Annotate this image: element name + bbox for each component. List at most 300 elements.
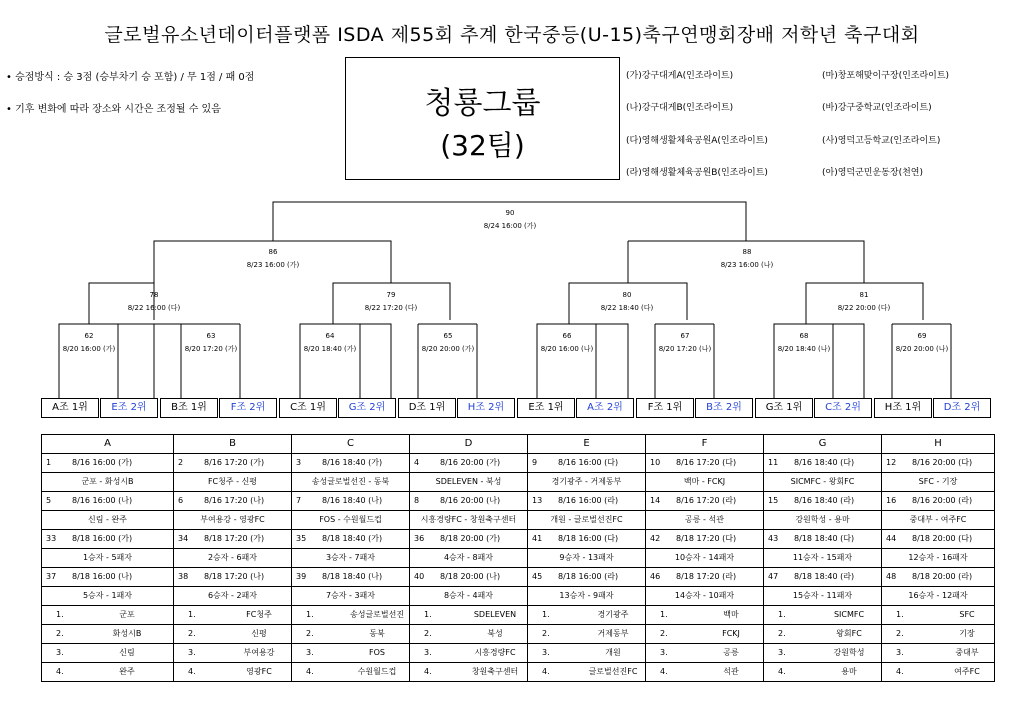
rank-number: 3. [542,648,550,657]
group-header [764,435,882,454]
match-cell [646,530,764,549]
match-cell [646,568,764,587]
rank-number: 2. [424,629,432,638]
match-teams: 신림 - 완주 [88,515,127,524]
rank-cell [646,625,764,644]
match-teams: 7승자 - 3패자 [325,591,376,600]
bracket-r16 [405,330,491,356]
rank-number: 1. [660,610,668,619]
rank-team: 영광FC [246,667,272,676]
bracket-slot: D조 1위 [398,398,456,418]
bracket-slot: H조 1위 [874,398,932,418]
venue-item: (사)영덕고등학교(인조라이트) [822,136,941,146]
rank-team: 북성 [487,629,503,638]
match-teams: 중대부 - 여주FC [909,515,967,524]
match-cell [174,568,292,587]
match-teams-cell [174,473,292,492]
venue-item: (마)창포해맞이구장(인조라이트) [822,71,950,81]
match-time: 8/16 17:20 (가) [204,458,265,467]
rank-team: 부여용강 [243,648,275,657]
match-number: 81 [859,291,869,299]
rank-team: 군포 [119,610,135,619]
match-teams: 3승자 - 7패자 [325,553,376,562]
match-time: 8/16 17:20 (다) [676,458,737,467]
rank-cell [42,644,174,663]
match-time: 8/22 16:00 (다) [127,304,181,312]
match-time: 8/16 16:00 (가) [72,458,133,467]
match-teams: 9승자 - 13패자 [559,553,614,562]
match-teams-cell [174,511,292,530]
match-time: 8/16 18:40 (나) [322,496,383,505]
match-cell [764,568,882,587]
rank-team: 개원 [605,648,621,657]
match-cell [528,568,646,587]
match-number: 14 [650,496,661,505]
match-number: 67 [680,332,690,340]
venue-item: (바)강구중학교(인조라이트) [822,103,932,113]
match-cell [528,530,646,549]
match-teams: 13승자 - 9패자 [559,591,614,600]
bracket-r16 [879,330,965,356]
bracket-slot: D조 2위 [933,398,991,418]
rank-cell [410,606,528,625]
match-teams: 부여용강 - 영광FC [200,515,265,524]
match-number: 46 [650,572,661,581]
match-teams-cell [292,511,410,530]
bracket-semi [213,246,333,272]
match-teams: 강원학성 - 용마 [795,515,850,524]
match-teams: 15승자 - 11패자 [792,591,853,600]
rank-team: 기장 [959,629,975,638]
match-number: 12 [886,458,897,467]
bracket-slot: G조 2위 [338,398,396,418]
rank-cell [528,663,646,682]
match-time: 8/18 16:00 (다) [558,534,619,543]
match-number: 68 [799,332,809,340]
rank-number: 2. [778,629,786,638]
match-number: 42 [650,534,661,543]
match-time: 8/18 17:20 (다) [676,534,737,543]
match-number: 8 [414,496,420,505]
match-number: 88 [742,248,752,256]
rank-number: 1. [424,610,432,619]
rank-number: 1. [188,610,196,619]
match-teams: 백마 - FCKJ [683,477,726,486]
match-time: 8/18 18:40 (가) [322,534,383,543]
rank-cell [42,663,174,682]
match-time: 8/20 17:20 (가) [184,345,238,353]
match-time: 8/18 18:40 (다) [794,534,855,543]
match-time: 8/20 20:00 (가) [421,345,475,353]
match-teams: 경기광주 - 거제동부 [551,477,622,486]
match-teams-cell [174,549,292,568]
rank-team: 여주FC [954,667,980,676]
match-teams-cell [410,511,528,530]
rank-team: 화성시B [112,629,142,638]
group-label: A [104,438,111,449]
match-time: 8/18 20:00 (라) [912,572,973,581]
match-number: 90 [505,209,515,217]
group-header [42,435,174,454]
group-header [292,435,410,454]
rank-cell [42,606,174,625]
match-number: 78 [149,291,159,299]
match-time: 8/16 20:00 (나) [440,496,501,505]
match-teams: 12승자 - 16패자 [908,553,968,562]
match-time: 8/18 16:00 (나) [72,572,133,581]
rank-number: 4. [424,667,432,676]
group-header [528,435,646,454]
match-number: 62 [84,332,94,340]
rank-cell [528,606,646,625]
group-label: D [464,438,473,449]
match-time: 8/18 17:20 (나) [204,572,265,581]
rank-cell [646,644,764,663]
rank-number: 4. [56,667,64,676]
match-number: 36 [414,534,425,543]
match-time: 8/20 20:00 (나) [895,345,949,353]
match-time: 8/20 18:40 (가) [303,345,357,353]
match-number: 48 [886,572,897,581]
match-teams: 16승자 - 12패자 [908,591,968,600]
rank-number: 1. [306,610,314,619]
rank-cell [764,644,882,663]
rank-cell [410,644,528,663]
rank-number: 4. [306,667,314,676]
match-time: 8/16 16:00 (다) [558,458,619,467]
match-cell [42,492,174,511]
match-time: 8/18 16:00 (가) [72,534,133,543]
rank-number: 3. [306,648,314,657]
match-number: 1 [46,458,52,467]
rank-team: 백마 [723,610,739,619]
match-cell [292,454,410,473]
rank-team: 공릉 [723,648,739,657]
match-number: 5 [46,496,52,505]
rank-cell [410,663,528,682]
match-teams-cell [646,549,764,568]
rank-team: 신림 [119,648,135,657]
rank-team: SFC [959,610,975,619]
rank-number: 2. [542,629,550,638]
match-number: 33 [46,534,57,543]
match-number: 65 [443,332,453,340]
rank-number: 3. [424,648,432,657]
match-number: 38 [178,572,189,581]
rank-number: 3. [778,648,786,657]
rank-number: 4. [896,667,904,676]
match-time: 8/16 20:00 (가) [440,458,501,467]
match-time: 8/16 17:20 (라) [676,496,737,505]
match-teams: SDELEVEN - 북성 [435,477,502,486]
bracket-slot: E조 2위 [100,398,158,418]
match-time: 8/22 20:00 (다) [837,304,891,312]
match-teams-cell [292,549,410,568]
match-time: 8/16 16:00 (나) [72,496,133,505]
rank-cell [410,625,528,644]
group-label: F [701,438,708,449]
match-number: 10 [650,458,661,467]
bracket-slot: C조 2위 [814,398,872,418]
match-time: 8/20 18:40 (나) [777,345,831,353]
rank-team: 송성글로벌선진 [350,610,405,619]
rank-team: 왕회FC [836,629,862,638]
match-cell [174,492,292,511]
bracket-quarter [567,289,687,315]
group-header [882,435,995,454]
venue-item: (가)강구대게A(인조라이트) [626,71,734,81]
group-label: B [229,438,236,449]
bracket-slot: G조 1위 [755,398,813,418]
match-time: 8/18 18:40 (라) [794,572,855,581]
bracket-r16 [524,330,610,356]
match-cell [42,568,174,587]
match-time: 8/24 16:00 (가) [483,222,537,230]
rank-team: SICMFC [833,610,865,619]
rank-number: 2. [56,629,64,638]
match-time: 8/18 20:00 (다) [912,534,973,543]
rank-number: 4. [188,667,196,676]
rank-number: 1. [542,610,550,619]
group-name: 청룡그룹 [424,86,541,121]
match-cell [646,454,764,473]
rank-number: 4. [660,667,668,676]
group-label: C [347,438,354,449]
match-teams-cell [764,473,882,492]
match-number: 39 [296,572,307,581]
rank-team: 거제동부 [597,629,629,638]
match-teams-cell [410,587,528,606]
bracket-slot: F조 2위 [219,398,277,418]
match-teams: 공릉 - 석관 [685,515,724,524]
bracket-slot: A조 2위 [576,398,634,418]
rank-team: 수원월드컵 [357,667,397,676]
match-time: 8/18 17:20 (라) [676,572,737,581]
group-label: H [934,438,942,449]
rank-number: 3. [56,648,64,657]
match-time: 8/16 20:00 (다) [912,458,973,467]
rank-team: FOS [369,648,385,657]
rank-number: 4. [542,667,550,676]
match-time: 8/20 16:00 (가) [62,345,116,353]
match-time: 8/16 17:20 (나) [204,496,265,505]
rank-cell [292,663,410,682]
match-number: 80 [622,291,632,299]
match-number: 86 [268,248,278,256]
rank-number: 3. [896,648,904,657]
bracket-quarter [94,289,214,315]
rank-cell [882,663,995,682]
match-cell [528,454,646,473]
group-label: G [818,438,827,449]
match-teams: 8승자 - 4패자 [443,591,494,600]
match-cell [174,530,292,549]
match-number: 34 [178,534,189,543]
bracket-quarter [804,289,924,315]
match-cell [646,492,764,511]
rank-cell [764,663,882,682]
bracket-slot: H조 2위 [457,398,515,418]
match-teams-cell [42,587,174,606]
match-number: 66 [562,332,572,340]
rank-team: 강원학성 [833,648,865,657]
match-time: 8/18 18:40 (나) [322,572,383,581]
match-teams: FC청주 - 신평 [207,477,258,486]
rank-cell [882,644,995,663]
match-number: 45 [532,572,543,581]
rank-cell [42,625,174,644]
match-number: 7 [296,496,302,505]
match-time: 8/18 16:00 (라) [558,572,619,581]
bracket-slot: B조 1위 [160,398,218,418]
match-teams: SFC - 기장 [918,477,958,486]
match-cell [410,454,528,473]
match-number: 2 [178,458,184,467]
match-teams-cell [42,473,174,492]
match-teams-cell [882,549,995,568]
match-teams: 10승자 - 14패자 [674,553,735,562]
match-time: 8/18 20:00 (가) [440,534,501,543]
match-teams: 시흥경량FC - 창원축구센터 [420,515,517,524]
match-number: 3 [296,458,302,467]
match-time: 8/16 18:40 (가) [322,458,383,467]
match-teams: 송성글로벌선진 - 동북 [311,477,390,486]
match-number: 43 [768,534,779,543]
bracket-slot-row [41,398,992,418]
match-teams-cell [646,587,764,606]
match-teams-cell [292,473,410,492]
match-cell [410,492,528,511]
match-number: 4 [414,458,420,467]
match-number: 9 [532,458,538,467]
match-teams: FOS - 수원월드컵 [319,515,382,524]
match-cell [42,454,174,473]
rank-number: 3. [188,648,196,657]
match-number: 13 [532,496,543,505]
match-teams-cell [528,511,646,530]
rank-number: 2. [660,629,668,638]
match-teams: 11승자 - 15패자 [792,553,853,562]
match-time: 8/22 18:40 (다) [600,304,654,312]
match-time: 8/20 16:00 (나) [540,345,594,353]
rank-number: 1. [896,610,904,619]
bracket-r16 [168,330,254,356]
rank-team: 신평 [251,629,267,638]
match-teams: 5승자 - 1패자 [82,591,133,600]
match-teams-cell [646,473,764,492]
rank-team: 석관 [723,667,739,676]
rank-team: SDELEVEN [473,610,517,619]
points-rule-note: • 승점방식 : 승 3점 (승부차기 승 포함) / 무 1점 / 패 0점 [6,72,255,83]
page-title: 글로벌유소년데이터플랫폼 ISDA 제55회 추계 한국중등(U-15)축구연맹회장배 저학년 축구대회 [104,24,920,46]
match-teams-cell [764,549,882,568]
bracket-slot: C조 1위 [279,398,337,418]
rank-cell [174,663,292,682]
rank-team: 완주 [119,667,135,676]
match-teams-cell [174,587,292,606]
bracket-semi [687,246,807,272]
rank-team: 경기광주 [597,610,629,619]
rank-cell [764,625,882,644]
match-time: 8/18 20:00 (나) [440,572,501,581]
rank-cell [646,663,764,682]
rank-number: 3. [660,648,668,657]
match-cell [42,530,174,549]
match-teams: 1승자 - 5패자 [82,553,133,562]
bracket-quarter [331,289,451,315]
match-number: 15 [768,496,779,505]
match-teams: 군포 - 화성시B [81,477,134,486]
group-header [174,435,292,454]
match-cell [528,492,646,511]
match-number: 40 [414,572,425,581]
match-cell [410,530,528,549]
match-teams-cell [528,587,646,606]
rank-team: FC청주 [246,610,272,619]
bracket-final [450,207,570,233]
rank-team: FCKJ [722,629,740,638]
match-time: 8/16 16:00 (라) [558,496,619,505]
match-cell [174,454,292,473]
match-time: 8/16 20:00 (라) [912,496,973,505]
match-teams: SICMFC - 왕회FC [790,477,855,486]
match-cell [882,530,995,549]
match-cell [764,492,882,511]
match-teams: 4승자 - 8패자 [443,553,494,562]
match-time: 8/23 16:00 (가) [246,261,300,269]
match-teams: 14승자 - 10패자 [674,591,735,600]
match-cell [292,492,410,511]
match-number: 79 [386,291,396,299]
rank-number: 1. [56,610,64,619]
rank-cell [528,644,646,663]
match-cell [410,568,528,587]
bracket-r16 [761,330,847,356]
match-teams-cell [528,473,646,492]
rank-team: 동북 [369,629,385,638]
match-teams-cell [646,511,764,530]
match-teams-cell [764,587,882,606]
venue-item: (아)영덕군민운동장(천연) [822,168,923,178]
match-number: 47 [768,572,779,581]
rank-cell [764,606,882,625]
rank-number: 4. [778,667,786,676]
group-schedule-table [41,434,995,682]
rank-cell [882,606,995,625]
match-time: 8/16 18:40 (다) [794,458,855,467]
group-header [410,435,528,454]
bracket-slot: E조 1위 [517,398,575,418]
rank-cell [646,606,764,625]
match-cell [882,492,995,511]
group-team-count: (32팀) [440,129,525,162]
rank-number: 2. [188,629,196,638]
match-time: 8/16 18:40 (라) [794,496,855,505]
weather-note: • 기후 변화에 따라 장소와 시간은 조정될 수 있음 [6,104,221,115]
match-cell [292,530,410,549]
group-label: E [583,438,590,449]
match-cell [292,568,410,587]
rank-team: 중대부 [955,648,979,657]
group-header [646,435,764,454]
bracket-slot: F조 1위 [636,398,694,418]
match-time: 8/20 17:20 (나) [658,345,712,353]
match-cell [882,454,995,473]
match-cell [882,568,995,587]
match-time: 8/23 16:00 (나) [720,261,774,269]
rank-number: 2. [306,629,314,638]
match-teams-cell [42,549,174,568]
